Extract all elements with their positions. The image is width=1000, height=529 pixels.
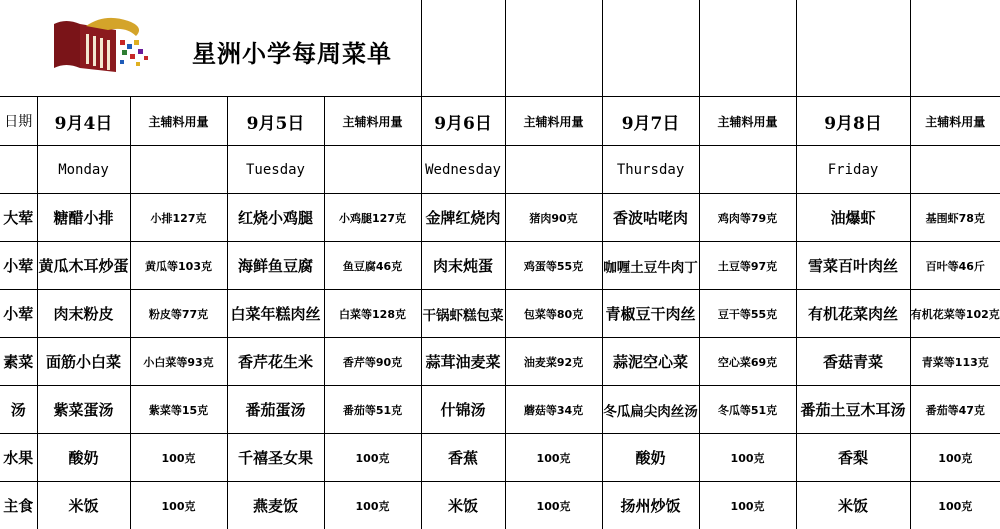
dish-cell: 香蕉 (421, 434, 505, 482)
quantity-cell: 100克 (505, 482, 602, 529)
quantity-cell: 鸡肉等79克 (699, 194, 796, 242)
menu-row (0, 194, 1000, 242)
quantity-cell: 香芹等90克 (324, 338, 421, 386)
dish-cell: 黄瓜木耳炒蛋 (37, 242, 130, 290)
aux-header: 主辅料用量 (130, 97, 227, 146)
quantity-cell: 土豆等97克 (699, 242, 796, 290)
aux-header: 主辅料用量 (505, 97, 602, 146)
dish-cell: 燕麦饭 (227, 482, 324, 529)
blank-cell (699, 146, 796, 194)
blank-cell (602, 0, 699, 97)
menu-row (0, 386, 1000, 434)
dish-cell: 番茄土豆木耳汤 (796, 386, 910, 434)
blank-cell (796, 0, 910, 97)
menu-logo-icon (46, 16, 156, 74)
blank-cell (324, 146, 421, 194)
dish-cell: 香波咕咾肉 (602, 194, 699, 242)
dish-cell: 什锦汤 (421, 386, 505, 434)
menu-row (0, 290, 1000, 338)
dish-cell: 蒜茸油麦菜 (421, 338, 505, 386)
title-cell (0, 0, 421, 97)
quantity-cell: 100克 (505, 434, 602, 482)
dish-cell: 油爆虾 (796, 194, 910, 242)
quantity-cell: 白菜等128克 (324, 290, 421, 338)
dish-cell: 白菜年糕肉丝 (227, 290, 324, 338)
quantity-cell: 基围虾78克 (910, 194, 1000, 242)
category-label: 小荤 (0, 290, 37, 338)
dish-cell: 面筋小白菜 (37, 338, 130, 386)
dish-cell: 扬州炒饭 (602, 482, 699, 529)
quantity-cell: 紫菜等15克 (130, 386, 227, 434)
quantity-cell: 小排127克 (130, 194, 227, 242)
category-label: 素菜 (0, 338, 37, 386)
date-cell: 9月4日 (37, 97, 130, 146)
aux-header: 主辅料用量 (324, 97, 421, 146)
category-label: 小荤 (0, 242, 37, 290)
quantity-cell: 番茄等51克 (324, 386, 421, 434)
quantity-cell: 小鸡腿127克 (324, 194, 421, 242)
aux-header: 主辅料用量 (699, 97, 796, 146)
date-cell: 9月8日 (796, 97, 910, 146)
dish-cell: 酸奶 (37, 434, 130, 482)
menu-row (0, 434, 1000, 482)
dish-cell: 红烧小鸡腿 (227, 194, 324, 242)
dish-cell: 酸奶 (602, 434, 699, 482)
dish-cell: 青椒豆干肉丝 (602, 290, 699, 338)
quantity-cell: 油麦菜92克 (505, 338, 602, 386)
quantity-cell: 鱼豆腐46克 (324, 242, 421, 290)
quantity-cell: 猪肉90克 (505, 194, 602, 242)
dish-cell: 金牌红烧肉 (421, 194, 505, 242)
blank-cell (421, 0, 505, 97)
weekday-row (0, 146, 1000, 194)
dish-cell: 米饭 (421, 482, 505, 529)
quantity-cell: 小白菜等93克 (130, 338, 227, 386)
quantity-cell: 空心菜69克 (699, 338, 796, 386)
dish-cell: 米饭 (796, 482, 910, 529)
dish-cell: 米饭 (37, 482, 130, 529)
quantity-cell: 黄瓜等103克 (130, 242, 227, 290)
dish-cell: 冬瓜扁尖肉丝汤 (602, 386, 699, 434)
blank-cell (505, 146, 602, 194)
dish-cell: 香梨 (796, 434, 910, 482)
aux-header: 主辅料用量 (910, 97, 1000, 146)
blank-cell (505, 0, 602, 97)
title-row (0, 0, 1000, 97)
menu-row (0, 482, 1000, 529)
weekday-cell: Monday (37, 146, 130, 194)
blank-cell (910, 146, 1000, 194)
date-cell: 9月7日 (602, 97, 699, 146)
quantity-cell: 100克 (324, 482, 421, 529)
quantity-cell: 百叶等46斤 (910, 242, 1000, 290)
category-label: 主食 (0, 482, 37, 529)
menu-row (0, 338, 1000, 386)
dish-cell: 咖喱土豆牛肉丁 (602, 242, 699, 290)
blank-cell (130, 146, 227, 194)
dish-cell: 香芹花生米 (227, 338, 324, 386)
quantity-cell: 冬瓜等51克 (699, 386, 796, 434)
dish-cell: 雪菜百叶肉丝 (796, 242, 910, 290)
date-cell: 9月5日 (227, 97, 324, 146)
menu-body (0, 194, 1000, 529)
dish-cell: 香菇青菜 (796, 338, 910, 386)
weekday-cell: Thursday (602, 146, 699, 194)
quantity-cell: 100克 (130, 482, 227, 529)
weekday-cell: Friday (796, 146, 910, 194)
dish-cell: 紫菜蛋汤 (37, 386, 130, 434)
dish-cell: 肉末粉皮 (37, 290, 130, 338)
quantity-cell: 蘑菇等34克 (505, 386, 602, 434)
quantity-cell: 100克 (699, 434, 796, 482)
dish-cell: 干锅虾糕包菜 (421, 290, 505, 338)
date-label: 日期 (0, 97, 37, 146)
dish-cell: 海鲜鱼豆腐 (227, 242, 324, 290)
quantity-cell: 100克 (699, 482, 796, 529)
weekday-cell: Tuesday (227, 146, 324, 194)
quantity-cell: 鸡蛋等55克 (505, 242, 602, 290)
dish-cell: 番茄蛋汤 (227, 386, 324, 434)
category-label: 汤 (0, 386, 37, 434)
quantity-cell: 有机花菜等102克 (910, 290, 1000, 338)
quantity-cell: 100克 (910, 482, 1000, 529)
quantity-cell: 包菜等80克 (505, 290, 602, 338)
dish-cell: 糖醋小排 (37, 194, 130, 242)
blank-cell (910, 0, 1000, 97)
page-title: 星洲小学每周菜单 (192, 39, 392, 68)
dish-cell: 有机花菜肉丝 (796, 290, 910, 338)
dish-cell: 肉末炖蛋 (421, 242, 505, 290)
weekday-cell: Wednesday (421, 146, 505, 194)
quantity-cell: 100克 (130, 434, 227, 482)
quantity-cell: 100克 (324, 434, 421, 482)
category-label: 大荤 (0, 194, 37, 242)
category-label: 水果 (0, 434, 37, 482)
blank-cell (699, 0, 796, 97)
date-row (0, 97, 1000, 146)
quantity-cell: 豆干等55克 (699, 290, 796, 338)
menu-row (0, 242, 1000, 290)
date-cell: 9月6日 (421, 97, 505, 146)
quantity-cell: 番茄等47克 (910, 386, 1000, 434)
dish-cell: 千禧圣女果 (227, 434, 324, 482)
blank-cell (0, 146, 37, 194)
dish-cell: 蒜泥空心菜 (602, 338, 699, 386)
quantity-cell: 青菜等113克 (910, 338, 1000, 386)
quantity-cell: 粉皮等77克 (130, 290, 227, 338)
quantity-cell: 100克 (910, 434, 1000, 482)
